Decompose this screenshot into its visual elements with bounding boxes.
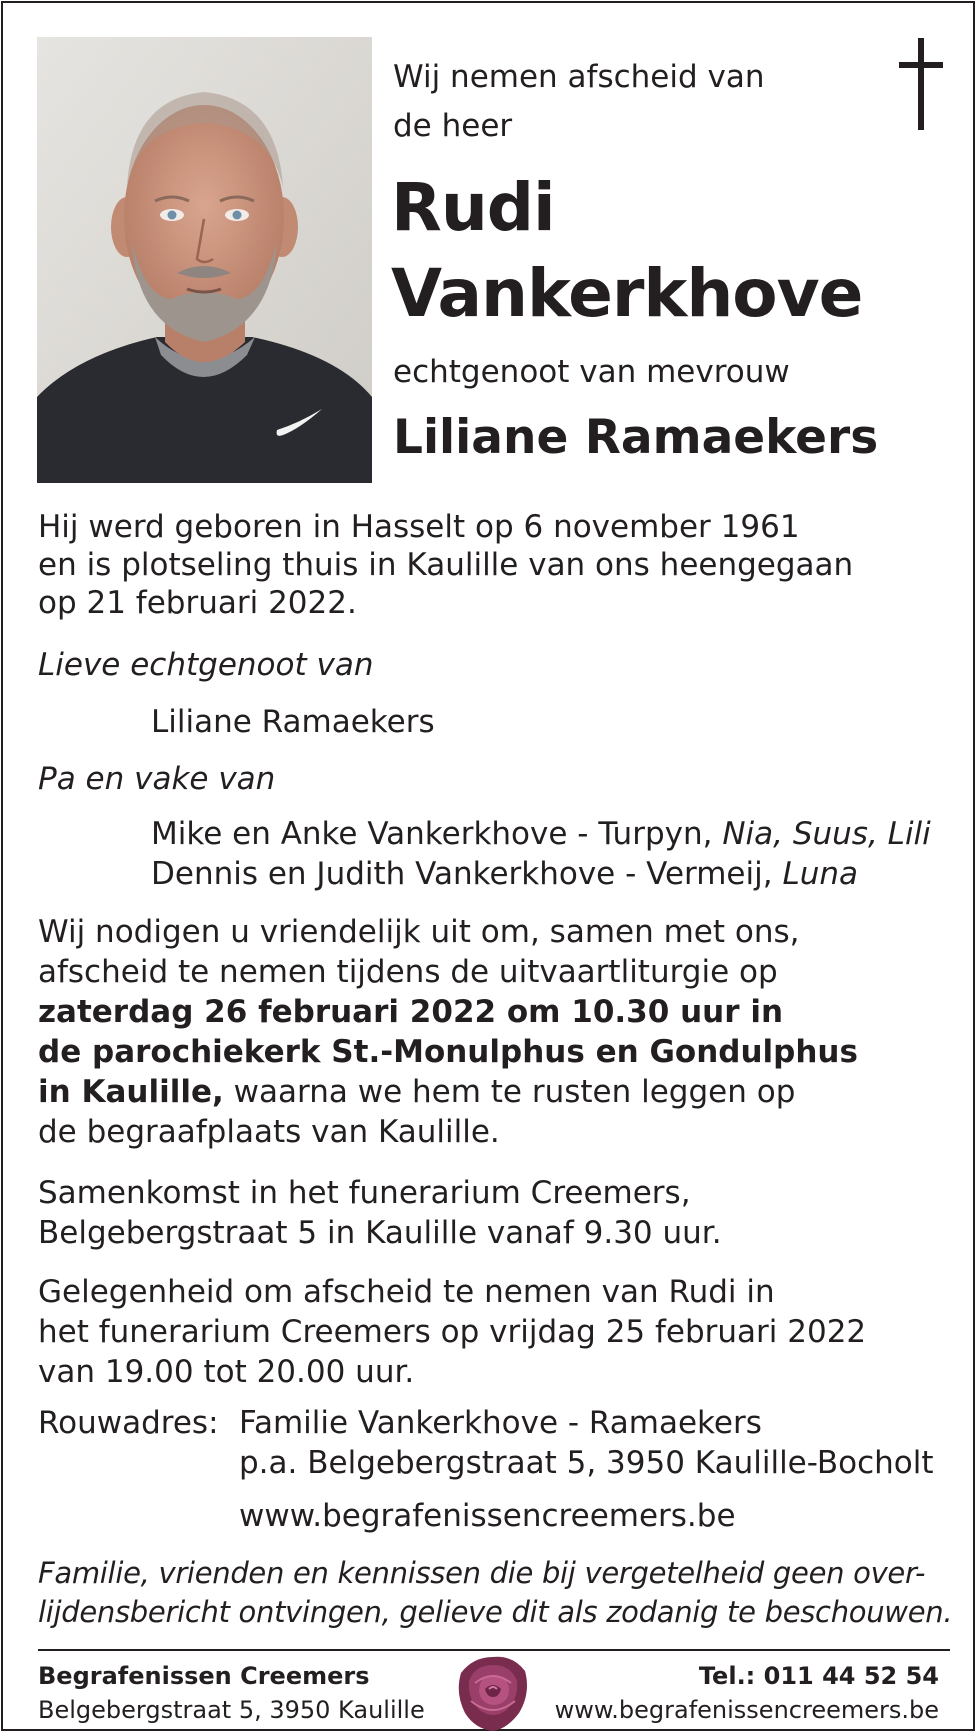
footer-phone[interactable]: Tel.: 011 44 52 54 <box>698 1662 939 1690</box>
grandchildren-names: Nia, Suus, Lili <box>722 816 931 852</box>
invitation-burial: waarna we hem te rusten leggen op <box>233 1074 796 1110</box>
child-names: Dennis en Judith Vankerkhove - Vermeij, <box>151 856 773 892</box>
company-name: Begrafenissen Creemers <box>38 1662 370 1690</box>
last-name: Vankerkhove <box>391 255 863 332</box>
birth-line-3: op 21 februari 2022. <box>38 585 357 621</box>
address-label: Rouwadres: <box>38 1405 219 1441</box>
footer-website-link[interactable]: www.begrafenissencreemers.be <box>554 1696 939 1724</box>
closing-line-1: Familie, vrienden en kennissen die bij vergetelheid geen over- <box>38 1556 926 1590</box>
cross-icon <box>899 38 943 130</box>
deceased-name <box>391 165 971 337</box>
birth-line-1: Hij werd geboren in Hasselt op 6 november 1961 <box>38 509 800 545</box>
spouse-name: Liliane Ramaekers <box>393 410 879 465</box>
footer-divider <box>38 1649 950 1651</box>
footer-left <box>38 1659 425 1727</box>
intro-text <box>393 53 833 151</box>
gathering-line-2: Belgebergstraat 5 in Kaulille vanaf 9.30 uur. <box>38 1215 722 1251</box>
closing-note <box>38 1554 958 1632</box>
company-address: Belgebergstraat 5, 3950 Kaulille <box>38 1696 425 1724</box>
portrait-illustration <box>37 37 372 483</box>
first-name: Rudi <box>391 169 555 246</box>
child-names: Mike en Anke Vankerkhove - Turpyn, <box>151 816 713 852</box>
closing-line-2: lijdensbericht ontvingen, gelieve dit als zodanig te beschouwen. <box>38 1595 953 1629</box>
address-line-2: p.a. Belgebergstraat 5, 3950 Kaulille-Bocholt <box>239 1445 934 1481</box>
invitation-line-2: afscheid te nemen tijdens de uitvaartliturgie op <box>38 954 778 990</box>
invitation-line-1: Wij nodigen u vriendelijk uit om, samen met ons, <box>38 914 800 950</box>
spouse-label: Lieve echtgenoot van <box>38 647 374 683</box>
birth-line-2: en is plotseling thuis in Kaulille van ons heengegaan <box>38 547 854 583</box>
children-label: Pa en vake van <box>38 761 276 797</box>
intro-line-1: Wij nemen afscheid van <box>393 59 765 95</box>
child-row-1 <box>151 815 980 853</box>
footer-right <box>555 1659 939 1727</box>
invitation-line-5 <box>38 1073 968 1111</box>
address-line-1: Familie Vankerkhove - Ramaekers <box>239 1405 762 1441</box>
spouse-intro: echtgenoot van mevrouw <box>393 354 790 390</box>
grandchildren-names: Luna <box>782 856 858 892</box>
visitation-line-2: het funerarium Creemers op vrijdag 25 februari 2022 <box>38 1314 867 1350</box>
family-spouse: Liliane Ramaekers <box>151 704 435 740</box>
gathering-line-1: Samenkomst in het funerarium Creemers, <box>38 1175 691 1211</box>
address-website-link[interactable]: www.begrafenissencreemers.be <box>239 1498 736 1534</box>
portrait-photo <box>37 37 372 483</box>
invitation-place: in Kaulille, <box>38 1074 224 1110</box>
visitation-line-3: van 19.00 tot 20.00 uur. <box>38 1354 415 1390</box>
child-row-2 <box>151 855 980 893</box>
invitation-church: de parochiekerk St.-Monulphus en Gondulphus <box>38 1034 858 1070</box>
rose-icon <box>455 1653 531 1733</box>
obituary-card <box>1 1 975 1731</box>
intro-line-2: de heer <box>393 108 513 144</box>
visitation-line-1: Gelegenheid om afscheid te nemen van Rudi in <box>38 1274 775 1310</box>
invitation-date: zaterdag 26 februari 2022 om 10.30 uur in <box>38 994 784 1030</box>
invitation-line-6: de begraafplaats van Kaulille. <box>38 1114 500 1150</box>
